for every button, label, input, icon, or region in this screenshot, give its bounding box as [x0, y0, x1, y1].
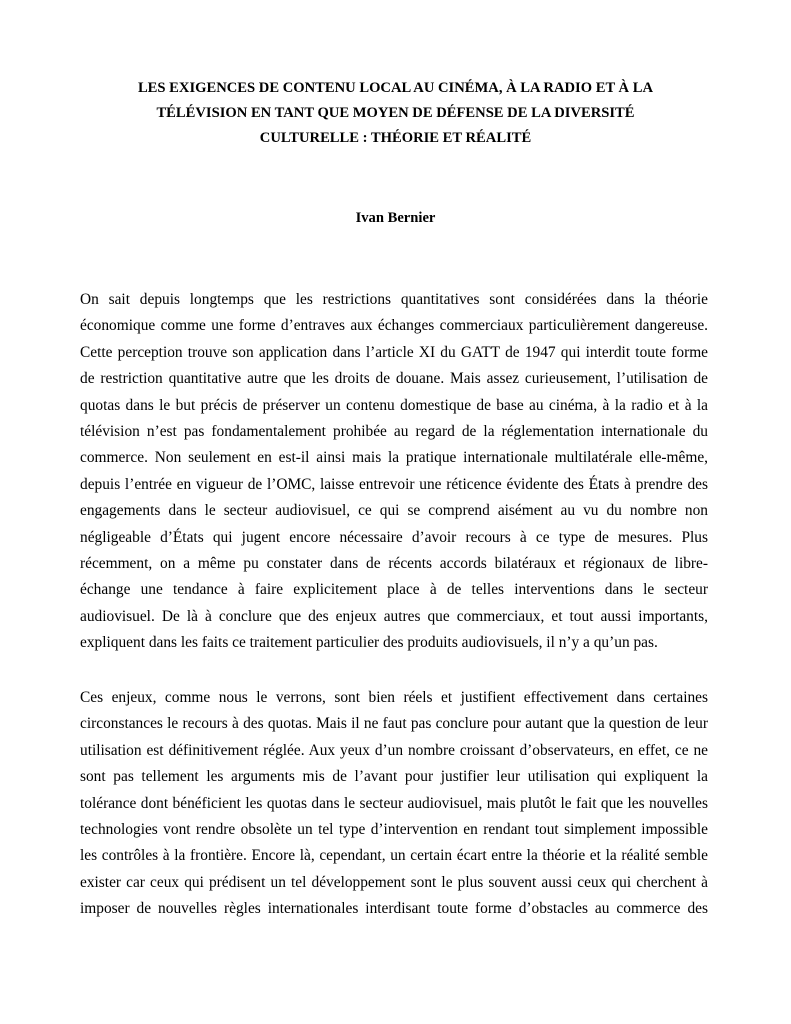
text-line: échange une tendance à faire explicitement place à de telles interventions dans le secteur: [80, 581, 708, 599]
text-line: technologies vont rendre obsolète un tel type d’intervention en rendant tout simplement impossible: [80, 820, 708, 838]
text-line: récemment, on a même pu constater dans de récents accords bilatéraux et régionaux de libre-: [80, 554, 708, 572]
text-line: On sait depuis longtemps que les restrictions quantitatives sont considérées dans la théorie: [80, 291, 708, 308]
text-line: Ces enjeux, comme nous le verrons, sont bien réels et justifient effectivement dans certaines: [80, 689, 708, 706]
text-line: tolérance dont bénéficient les quotas dans le secteur audiovisuel, mais plutôt le fait que les nouvelles: [80, 794, 708, 812]
text-line: imposer de nouvelles règles internationales interdisant toute forme d’obstacles au commerce des: [80, 900, 708, 918]
text-line: de restriction quantitative autre que les droits de douane. Mais assez curieusement, l’utilisation de: [80, 370, 708, 388]
text-line: expliquent dans les faits ce traitement particulier des produits audiovisuels, il n’y a qu’un pas.: [80, 634, 658, 652]
title-line: LES EXIGENCES DE CONTENU LOCAL AU CINÉMA, À LA RADIO ET À LA: [137, 80, 654, 96]
body-paragraph: [80, 685, 708, 923]
text-line: utilisation est définitivement réglée. Aux yeux d’un nombre croissant d’observateurs, en effet, ce ne: [80, 741, 708, 759]
text-line: les contrôles à la frontière. Encore là, cependant, un certain écart entre la théorie et la réalité semble: [80, 847, 708, 865]
text-line: économique comme une forme d’entraves aux échanges commerciaux particulièrement dangereuse.: [80, 317, 708, 335]
title-line: TÉLÉVISION EN TANT QUE MOYEN DE DÉFENSE DE LA DIVERSITÉ: [156, 105, 635, 121]
text-line: négligeable d’États qui jugent encore nécessaire d’avoir recours à ce type de mesures. Plus: [80, 528, 708, 546]
text-line: exister car ceux qui prédisent un tel développement sont le plus souvent aussi ceux qui cherchent à: [80, 873, 708, 891]
text-line: Cette perception trouve son application dans l’article XI du GATT de 1947 qui interdit toute forme: [80, 343, 708, 361]
title-line: CULTURELLE : THÉORIE ET RÉALITÉ: [259, 130, 532, 146]
text-line: audiovisuel. De là à conclure que des enjeux autres que commerciaux, et tout aussi importants,: [80, 607, 708, 625]
text-line: quotas dans le but précis de préserver un contenu domestique de base au cinéma, à la radio et à la: [80, 396, 708, 414]
body-paragraph: [80, 287, 708, 656]
text-line: engagements dans le secteur audiovisuel, ce qui se comprend aisément au vu du nombre non: [80, 502, 708, 520]
text-line: circonstances le recours à des quotas. Mais il ne faut pas conclure pour autant que la question de leur: [80, 715, 708, 733]
text-line: depuis l’entrée en vigueur de l’OMC, laisse entrevoir une réticence évidente des États à prendre des: [80, 475, 708, 493]
author-name: Ivan Bernier: [355, 210, 436, 226]
text-line: sont pas tellement les arguments mis de l’avant pour justifier leur utilisation qui expliquent la: [80, 768, 708, 786]
document-title: [80, 76, 711, 151]
text-line: commerce. Non seulement en est-il ainsi mais la pratique internationale multilatérale elle-même,: [80, 449, 708, 467]
text-line: télévision n’est pas fondamentalement prohibée au regard de la réglementation internationale du: [80, 422, 708, 440]
